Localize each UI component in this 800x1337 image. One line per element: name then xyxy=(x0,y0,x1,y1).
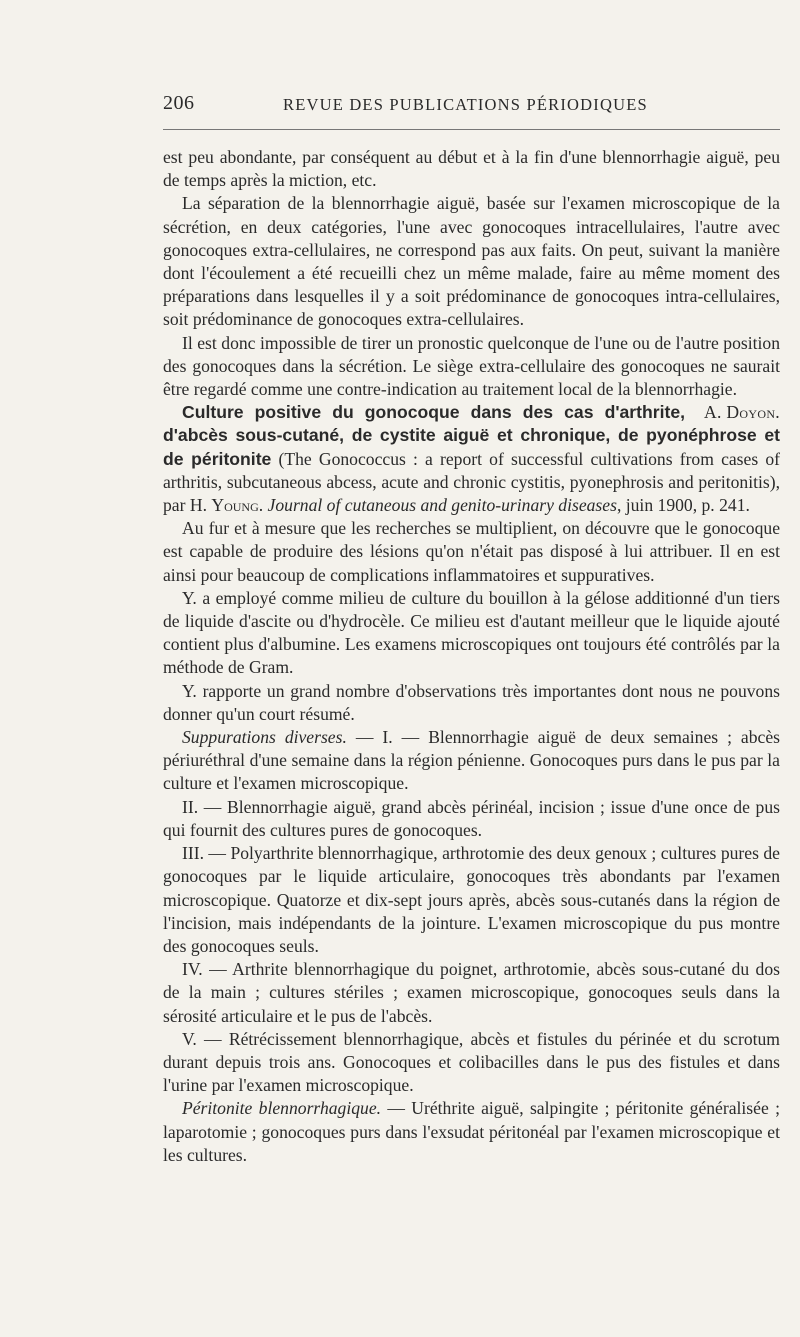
page-number: 206 xyxy=(163,92,195,114)
paragraph xyxy=(163,1097,780,1167)
article-heading: Culture positive du gonocoque dans des cas d'arthrite, d'abcès sous-cutané, de cystite aiguë et chronique, de pyonéphrose et de péritonite xyxy=(163,402,780,469)
section-label: Péritonite blennorrhagique. xyxy=(182,1098,382,1119)
running-title: REVUE DES PUBLICATIONS PÉRIODIQUES xyxy=(283,95,648,114)
paragraph-text: — I. — Blennorrhagie aiguë de deux semaines ; abcès périuréthral d'une semaine dans la région pénienne. Gonocoques purs dans le pus par la culture et l'examen microscopique. xyxy=(163,727,780,794)
page-header xyxy=(163,88,780,120)
paragraph: La séparation de la blennorrhagie aiguë, basée sur l'examen microscopique de la sécrétion, en deux catégories, l'une avec gonocoques intracellulaires, l'autre avec gonocoques extra-cellulaires, ne correspond pas aux faits. On peut, suivant la manière dont l'écoulement a été recueilli chez un même malade, faire au même moment des préparations dans lesquelles il y a soit prédominance de gonocoques intra-cellulaires, soit prédominance de gonocoques extra-cellulaires. xyxy=(163,193,780,330)
paragraph: est peu abondante, par conséquent au début et à la fin d'une blennorrhagie aiguë, peu de temps après la miction, etc. xyxy=(163,147,780,191)
paragraph: Y. rapporte un grand nombre d'observations très importantes dont nous ne pouvons donner qu'un court résumé. xyxy=(163,680,780,724)
article-reference: , juin 1900, p. 241. xyxy=(616,495,750,516)
paragraph: Y. a employé comme milieu de culture du bouillon à la gélose additionné d'un tiers de liquide d'ascite ou d'hydrocèle. Ce milieu est d'autant meilleur que le liquide ajouté contient plus d'albumine. Les examens microscopiques ont toujours été contrôlés par la méthode de Gram. xyxy=(163,587,780,678)
paragraph: IV. — Arthrite blennorrhagique du poignet, arthrotomie, abcès sous-cutané du dos de la main ; cultures stériles ; examen microscopique, gonocoques seuls dans la sérosité articulaire et le pus de l'abcès. xyxy=(163,959,780,1026)
article-reference: . xyxy=(258,495,268,516)
paragraph-text: — Uréthrite aiguë, salpingite ; péritonite généralisée ; laparotomie ; gonocoques purs dans l'exsudat péritonéal par l'examen microscopique et les cultures. xyxy=(163,1098,780,1165)
paragraph: Au fur et à mesure que les recherches se multiplient, on découvre que le gonocoque est capable de produire des lésions qu'on n'était pas disposé à lui attribuer. Il en est ainsi pour beaucoup de complications inflammatoires et suppuratives. xyxy=(163,518,780,585)
paragraph: V. — Rétrécissement blennorrhagique, abcès et fistules du périnée et du scrotum durant depuis trois ans. Gonocoques et colibacilles dans le pus des fistules et dans l'urine par l'examen microscopique. xyxy=(163,1028,780,1096)
paragraph xyxy=(163,332,780,423)
author-signature: A. Doyon. xyxy=(704,402,780,423)
paragraph: III. — Polyarthrite blennorrhagique, arthrotomie des deux genoux ; cultures pures de gonocoques par le liquide articulaire, gonocoques très abondants par l'examen microscopique. Quatorze et dix-sept jours après, abcès sous-cutanés dans la région de l'incision, mais indépendants de la jointure. L'examen microscopique du pus montre des gonocoques seuls. xyxy=(163,843,780,956)
article-journal: Journal of cutaneous and genito-urinary diseases xyxy=(267,495,617,516)
article-author: Young xyxy=(211,495,259,516)
section-label: Suppurations diverses. xyxy=(182,727,347,748)
page-body xyxy=(163,146,780,1167)
header-rule xyxy=(163,129,780,130)
paragraph xyxy=(163,726,780,796)
paragraph-text: Il est donc impossible de tirer un pronostic quelconque de l'une ou de l'autre position des gonocoques dans la sécrétion. Le siège extra-cellulaire des gonocoques ne saurait être regardé comme une contre-indication au traitement local de la blennorrhagie. xyxy=(163,332,780,400)
paragraph: II. — Blennorrhagie aiguë, grand abcès périnéal, incision ; issue d'une once de pus qui fournit des cultures pures de gonocoques. xyxy=(163,796,780,840)
article-reference: (The Gonococcus : a report of successful cultivations from cases of arthritis, subcutaneous abcess, acute and chronic cystitis, pyonephrosis and peritonitis), par H. xyxy=(163,448,781,516)
